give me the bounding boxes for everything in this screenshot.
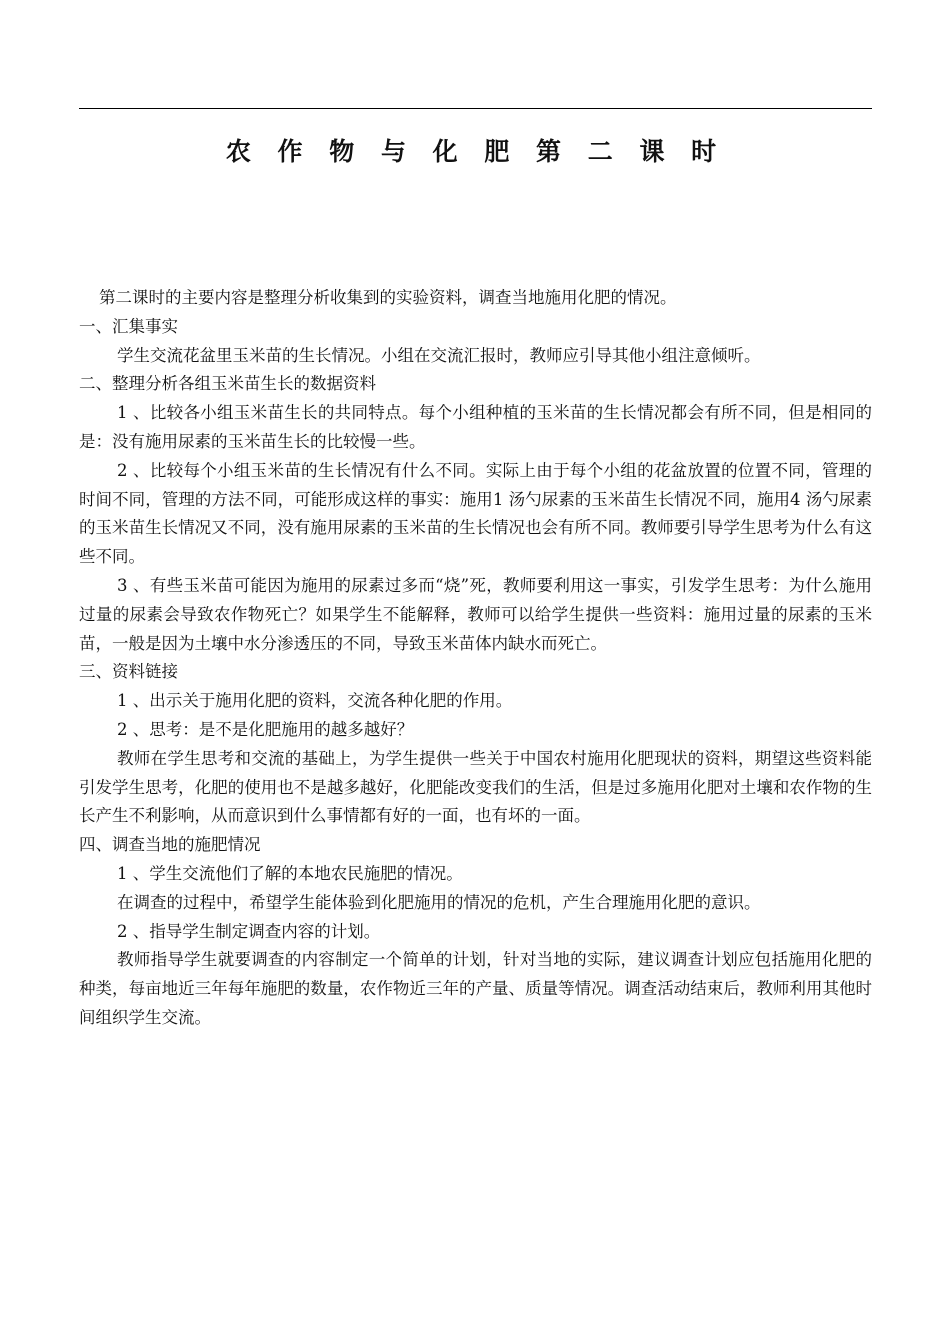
section-4-paragraph-1: 在调查的过程中，希望学生能体验到化肥施用的情况的危机，产生合理施用化肥的意识。: [117, 892, 761, 912]
section-3-paragraph: 教师在学生思考和交流的基础上，为学生提供一些关于中国农村施用化肥现状的资料，期望这些资料能引发学生思考，化肥的使用也不是越多越好，化肥能改变我们的生活，但是过多施用化肥对土壤和农作物的生长产生不利影响，从而意识到什么事情都有好的一面，也有坏的一面。: [79, 748, 872, 826]
section-heading-1: 一、汇集事实: [79, 316, 178, 336]
section-4-paragraph-2: 教师指导学生就要调查的内容制定一个简单的计划，针对当地的实际，建议调查计划应包括施用化肥的种类，每亩地近三年每年施肥的数量，农作物近三年的产量、质量等情况。调查活动结束后，教师利用其他时间组织学生交流。: [79, 950, 872, 1027]
section-2-item-2: 2 、比较每个小组玉米苗的生长情况有什么不同。实际上由于每个小组的花盆放置的位置不同，管理的时间不同，管理的方法不同，可能形成这样的事实：施用1 汤勺尿素的玉米苗生长情况不同，施用4 汤勺尿素的玉米苗生长情况又不同，没有施用尿素的玉米苗的生长情况也会有所不同。教师要引导学生思考为什么有这些不同。: [79, 460, 872, 567]
section-3-item-1: 1 、出示关于施用化肥的资料，交流各种化肥的作用。: [117, 691, 513, 711]
section-2-item-1: 1 、比较各小组玉米苗生长的共同特点。每个小组种植的玉米苗的生长情况都会有所不同，但是相同的是：没有施用尿素的玉米苗生长的比较慢一些。: [79, 403, 872, 451]
page-title: 农 作 物 与 化 肥 第 二 课 时: [225, 137, 726, 166]
section-2-item-3: 3 、有些玉米苗可能因为施用的尿素过多而“烧”死，教师要利用这一事实，引发学生思考：为什么施用过量的尿素会导致农作物死亡？如果学生不能解释，教师可以给学生提供一些资料：施用过量的尿素的玉米苗，一般是因为土壤中水分渗透压的不同，导致玉米苗体内缺水而死亡。: [79, 575, 872, 653]
intro-paragraph: 第二课时的主要内容是整理分析收集到的实验资料，调查当地施用化肥的情况。: [99, 288, 677, 307]
document-body: [79, 284, 872, 1033]
section-heading-3: 三、资料链接: [79, 662, 178, 682]
section-3-item-2: 2 、思考：是不是化肥施用的越多越好？: [117, 719, 414, 739]
section-4-item-2: 2 、指导学生制定调查内容的计划。: [117, 921, 381, 941]
section-heading-4: 四、调查当地的施肥情况: [79, 835, 261, 855]
header-rule: [79, 108, 872, 109]
section-1-paragraph: 学生交流花盆里玉米苗的生长情况。小组在交流汇报时，教师应引导其他小组注意倾听。: [117, 345, 761, 365]
section-4-item-1: 1 、学生交流他们了解的本地农民施肥的情况。: [117, 863, 463, 883]
section-heading-2: 二、整理分析各组玉米苗生长的数据资料: [79, 374, 376, 394]
